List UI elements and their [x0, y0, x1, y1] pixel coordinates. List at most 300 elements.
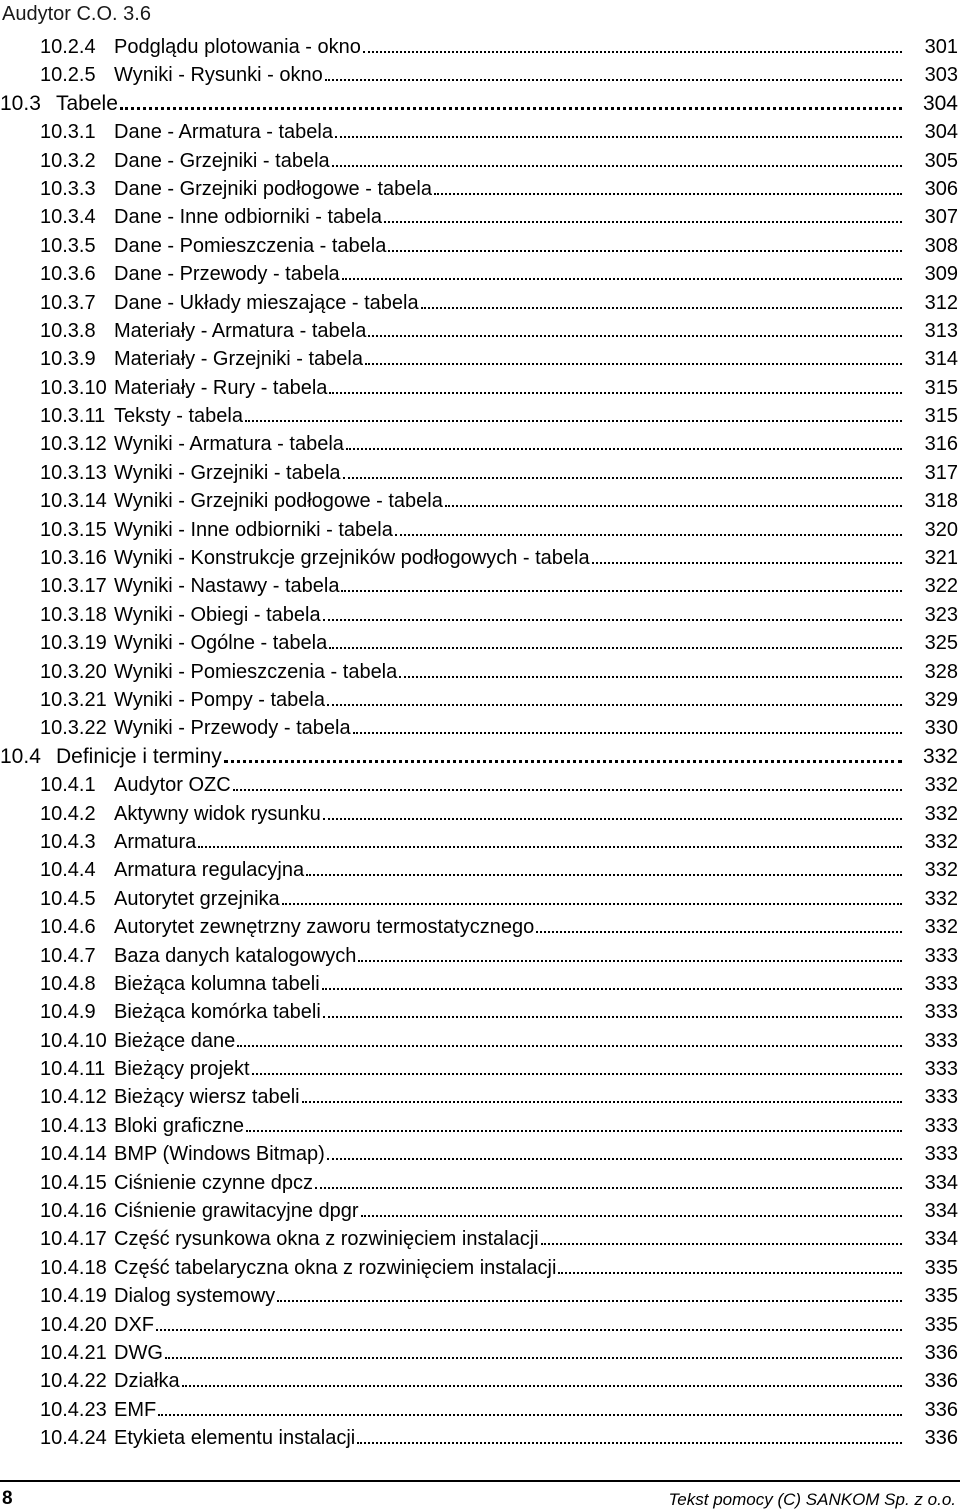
toc-entry-title[interactable]: Wyniki - Konstrukcje grzejników podłogowych - tabela — [114, 544, 592, 572]
toc-entry-title-wrap — [114, 885, 902, 913]
dot-leader — [592, 560, 902, 564]
toc-entry-title-wrap — [114, 1339, 902, 1367]
dot-leader — [343, 475, 902, 479]
toc-entry-title[interactable]: Wyniki - Grzejniki - tabela — [114, 459, 343, 487]
toc-entry-number: 10.3.1 — [40, 121, 96, 144]
toc-entry-number: 10.3.7 — [40, 291, 96, 314]
toc-entry-number: 10.3.13 — [40, 461, 107, 484]
toc-entry-title[interactable]: Dane - Inne odbiorniki - tabela — [114, 203, 384, 231]
toc-entry-title[interactable]: Wyniki - Przewody - tabela — [114, 714, 353, 742]
toc-entry-page[interactable]: 316 — [924, 433, 958, 456]
toc-entry-page[interactable]: 301 — [924, 36, 958, 58]
dot-leader — [323, 617, 902, 621]
toc-entry-page[interactable]: 306 — [924, 177, 958, 200]
toc-entry[interactable] — [0, 260, 960, 288]
toc-entry-title[interactable]: Wyniki - Ogólne - tabela — [114, 629, 329, 657]
toc-entry-title[interactable]: Podglądu plotowania - okno — [114, 33, 363, 61]
toc-entry[interactable] — [0, 1282, 960, 1310]
toc-entry-title[interactable]: Wyniki - Rysunki - okno — [114, 61, 325, 89]
toc-entry-page[interactable]: 335 — [924, 1313, 958, 1336]
toc-entry-page[interactable]: 336 — [924, 1341, 958, 1364]
toc-entry-title-wrap — [114, 1083, 902, 1111]
toc-entry-page[interactable]: 334 — [924, 1228, 958, 1251]
toc-entry-title[interactable]: Autorytet zewnętrzny zaworu termostatycznego — [114, 913, 536, 941]
table-of-contents — [0, 33, 960, 1453]
toc-entry-title[interactable]: BMP (Windows Bitmap) — [114, 1140, 327, 1168]
toc-entry-title-wrap — [114, 260, 902, 288]
toc-entry-title-wrap — [114, 118, 902, 146]
toc-entry-number: 10.4.11 — [40, 1058, 106, 1081]
toc-entry-title-wrap — [114, 317, 902, 345]
toc-entry-title[interactable]: Wyniki - Pompy - tabela — [114, 686, 327, 714]
toc-entry-page[interactable]: 313 — [924, 319, 958, 342]
toc-entry-number: 10.3.21 — [40, 688, 107, 711]
dot-leader — [341, 588, 902, 592]
toc-entry-title[interactable]: Wyniki - Inne odbiorniki - tabela — [114, 516, 395, 544]
toc-entry[interactable] — [0, 1169, 960, 1197]
dot-leader — [365, 361, 902, 365]
toc-entry-title[interactable]: Dane - Armatura - tabela — [114, 118, 335, 146]
dot-leader — [158, 1412, 902, 1416]
toc-entry[interactable] — [0, 942, 960, 970]
toc-entry[interactable] — [0, 345, 960, 373]
dot-leader — [353, 730, 902, 734]
toc-entry-page[interactable]: 332 — [924, 887, 958, 910]
toc-entry[interactable] — [0, 1225, 960, 1253]
toc-entry-page[interactable]: 321 — [924, 547, 958, 570]
toc-entry-title-wrap — [114, 1169, 902, 1197]
toc-entry-page[interactable]: 332 — [924, 859, 958, 882]
toc-entry-page[interactable]: 332 — [924, 802, 958, 825]
toc-entry[interactable] — [0, 828, 960, 856]
toc-entry-title-wrap — [114, 203, 902, 231]
toc-entry-page[interactable]: 304 — [922, 91, 958, 115]
toc-entry-number: 10.3.15 — [40, 518, 107, 541]
toc-entry-number: 10.4.4 — [40, 859, 96, 882]
toc-entry-title-wrap — [114, 1197, 902, 1225]
toc-entry-title[interactable]: Baza danych katalogowych — [114, 942, 358, 970]
toc-entry-page[interactable]: 320 — [924, 518, 958, 541]
toc-entry-page[interactable]: 314 — [924, 348, 958, 371]
toc-entry-title[interactable]: Bieżąca kolumna tabeli — [114, 970, 322, 998]
toc-entry-title[interactable]: Autorytet grzejnika — [114, 885, 282, 913]
toc-entry-number: 10.3.10 — [40, 376, 107, 399]
toc-entry[interactable] — [0, 629, 960, 657]
toc-entry-title-wrap — [114, 1225, 902, 1253]
toc-entry-page[interactable]: 333 — [924, 972, 958, 995]
toc-entry-number: 10.3.14 — [40, 490, 107, 513]
toc-entry[interactable] — [0, 232, 960, 260]
toc-entry[interactable] — [0, 1112, 960, 1140]
toc-entry-number: 10.3.18 — [40, 603, 107, 626]
toc-entry-title[interactable]: Dane - Grzejniki - tabela — [114, 147, 332, 175]
toc-entry[interactable] — [0, 970, 960, 998]
toc-entry[interactable] — [0, 686, 960, 714]
toc-entry-title[interactable]: Wyniki - Nastawy - tabela — [114, 572, 341, 600]
toc-entry-title-wrap — [114, 1254, 902, 1282]
toc-entry-title-wrap — [114, 800, 902, 828]
toc-entry-page[interactable]: 317 — [924, 461, 958, 484]
toc-entry-title[interactable]: Bieżący wiersz tabeli — [114, 1083, 302, 1111]
toc-entry-number: 10.3.4 — [40, 206, 96, 229]
dot-leader — [536, 929, 902, 933]
toc-entry-page[interactable]: 333 — [924, 1029, 958, 1052]
toc-entry-title[interactable]: Materiały - Rury - tabela — [114, 374, 329, 402]
toc-entry-number: 10.4.18 — [40, 1256, 107, 1279]
toc-entry-page[interactable]: 333 — [924, 1001, 958, 1024]
toc-entry-number: 10.4.1 — [40, 774, 96, 797]
toc-entry-number: 10.4.14 — [40, 1143, 107, 1166]
dot-leader — [335, 134, 902, 138]
toc-entry-title-wrap — [114, 1282, 902, 1310]
toc-entry[interactable] — [0, 1083, 960, 1111]
toc-entry-number: 10.3.6 — [40, 263, 96, 286]
toc-entry[interactable] — [0, 374, 960, 402]
toc-entry-title[interactable]: Bieżąca komórka tabeli — [114, 998, 323, 1026]
toc-entry[interactable] — [0, 885, 960, 913]
dot-leader — [357, 1440, 902, 1444]
dot-leader — [358, 958, 902, 962]
dot-leader — [233, 787, 902, 791]
toc-entry-title[interactable]: Ciśnienie grawitacyjne dpgr — [114, 1197, 361, 1225]
toc-entry[interactable] — [0, 856, 960, 884]
dot-leader — [332, 163, 902, 167]
toc-entry[interactable] — [0, 289, 960, 317]
dot-leader — [368, 333, 902, 337]
toc-entry-title[interactable]: Wyniki - Obiegi - tabela — [114, 601, 323, 629]
dot-leader — [156, 1327, 902, 1331]
toc-entry-number: 10.4.6 — [40, 916, 96, 939]
dot-leader — [322, 986, 902, 990]
dot-leader — [315, 1185, 902, 1189]
toc-entry-title-wrap — [114, 430, 902, 458]
toc-entry-title[interactable]: Bieżące dane — [114, 1027, 237, 1055]
dot-leader — [277, 1298, 902, 1302]
toc-entry-page[interactable]: 333 — [924, 1114, 958, 1137]
dot-leader — [323, 816, 902, 820]
toc-entry-title-wrap — [114, 771, 902, 799]
toc-entry-page[interactable]: 315 — [924, 405, 958, 428]
toc-entry-page[interactable]: 335 — [924, 1285, 958, 1308]
toc-entry[interactable] — [0, 1339, 960, 1367]
toc-entry-title-wrap — [114, 572, 902, 600]
toc-entry-title[interactable]: Dane - Pomieszczenia - tabela — [114, 232, 388, 260]
toc-entry[interactable] — [0, 175, 960, 203]
toc-entry[interactable] — [0, 743, 960, 771]
toc-entry-page[interactable]: 333 — [924, 1143, 958, 1166]
toc-entry-number: 10.4.15 — [40, 1171, 107, 1194]
toc-entry-number: 10.4.20 — [40, 1313, 107, 1336]
toc-entry-page[interactable]: 308 — [924, 234, 958, 257]
dot-leader — [541, 1241, 902, 1245]
dot-leader — [421, 305, 902, 309]
dot-leader — [327, 1156, 902, 1160]
toc-entry-title-wrap — [114, 658, 902, 686]
toc-entry-title-wrap — [114, 828, 902, 856]
toc-entry[interactable] — [0, 487, 960, 515]
toc-entry[interactable] — [0, 658, 960, 686]
dot-leader — [165, 1355, 902, 1359]
toc-entry-number: 10.2.4 — [40, 36, 96, 58]
toc-entry-title-wrap — [114, 1140, 902, 1168]
toc-entry-number: 10.2.5 — [40, 64, 96, 87]
toc-entry-number: 10.3.3 — [40, 177, 96, 200]
toc-entry-number: 10.3.11 — [40, 405, 106, 428]
toc-entry-page[interactable]: 328 — [924, 660, 958, 683]
dot-leader — [323, 1014, 902, 1018]
dot-leader — [434, 191, 902, 195]
toc-entry-title[interactable]: Wyniki - Pomieszczenia - tabela — [114, 658, 399, 686]
toc-entry-title-wrap — [114, 942, 902, 970]
toc-entry-title[interactable]: Teksty - tabela — [114, 402, 245, 430]
dot-leader — [384, 219, 902, 223]
toc-entry-number: 10.3.16 — [40, 547, 107, 570]
toc-entry-number: 10.3 — [0, 91, 41, 115]
toc-entry-page[interactable]: 312 — [924, 291, 958, 314]
dot-leader — [558, 1270, 902, 1274]
toc-entry-page[interactable]: 305 — [924, 149, 958, 172]
toc-entry-page[interactable]: 333 — [924, 1058, 958, 1081]
dot-leader — [342, 276, 902, 280]
toc-entry-page[interactable]: 322 — [924, 575, 958, 598]
toc-entry-title[interactable]: Tabele — [56, 90, 120, 118]
toc-entry-title-wrap — [114, 970, 902, 998]
toc-entry[interactable] — [0, 544, 960, 572]
toc-entry-number: 10.4.2 — [40, 802, 96, 825]
toc-entry-title-wrap — [114, 1424, 902, 1452]
toc-entry[interactable] — [0, 1311, 960, 1339]
toc-entry-page[interactable]: 315 — [924, 376, 958, 399]
toc-entry-title-wrap — [114, 1112, 902, 1140]
toc-entry-title-wrap — [114, 601, 902, 629]
dot-leader — [252, 1071, 902, 1075]
toc-entry[interactable] — [0, 998, 960, 1026]
toc-entry[interactable] — [0, 714, 960, 742]
toc-entry-page[interactable]: 330 — [924, 717, 958, 740]
toc-entry-title-wrap — [114, 61, 902, 89]
toc-entry[interactable] — [0, 516, 960, 544]
toc-entry-number: 10.3.5 — [40, 234, 96, 257]
toc-entry-title-wrap — [114, 913, 902, 941]
toc-entry-title[interactable]: Część rysunkowa okna z rozwinięciem instalacji — [114, 1225, 541, 1253]
toc-entry-page[interactable]: 325 — [924, 632, 958, 655]
toc-entry-page[interactable]: 303 — [924, 64, 958, 87]
toc-entry-title-wrap — [114, 459, 902, 487]
toc-entry-page[interactable]: 333 — [924, 1086, 958, 1109]
dot-leader — [445, 503, 902, 507]
toc-entry-number: 10.4.22 — [40, 1370, 107, 1393]
toc-entry[interactable] — [0, 402, 960, 430]
toc-entry-number: 10.4.24 — [40, 1427, 107, 1450]
toc-entry[interactable] — [0, 203, 960, 231]
footer-divider — [0, 1480, 960, 1482]
toc-entry-number: 10.3.20 — [40, 660, 107, 683]
toc-entry-page[interactable]: 309 — [924, 263, 958, 286]
toc-entry-number: 10.3.2 — [40, 149, 96, 172]
toc-entry-title-wrap — [114, 998, 902, 1026]
toc-entry-page[interactable]: 336 — [924, 1370, 958, 1393]
toc-entry[interactable] — [0, 572, 960, 600]
toc-entry-title[interactable]: Audytor OZC — [114, 771, 233, 799]
toc-entry-number: 10.3.17 — [40, 575, 107, 598]
toc-entry-title-wrap — [114, 686, 902, 714]
toc-entry-title-wrap — [114, 33, 902, 61]
toc-entry[interactable] — [0, 317, 960, 345]
toc-entry[interactable] — [0, 800, 960, 828]
toc-entry-title[interactable]: Dane - Układy mieszające - tabela — [114, 289, 421, 317]
toc-entry-title[interactable]: Wyniki - Armatura - tabela — [114, 430, 346, 458]
toc-entry-title-wrap — [114, 856, 902, 884]
toc-entry[interactable] — [0, 33, 960, 61]
toc-entry[interactable] — [0, 430, 960, 458]
footer-copyright: Tekst pomocy (C) SANKOM Sp. z o.o. — [668, 1490, 956, 1509]
dot-leader — [325, 77, 902, 81]
toc-entry-page[interactable]: 304 — [924, 121, 958, 144]
toc-entry-number: 10.4.9 — [40, 1001, 96, 1024]
toc-entry-title-wrap — [114, 1027, 902, 1055]
toc-entry[interactable] — [0, 90, 960, 118]
toc-entry-number: 10.3.19 — [40, 632, 107, 655]
toc-entry-number: 10.3.22 — [40, 717, 107, 740]
toc-entry-title-wrap — [56, 743, 902, 771]
toc-entry-page[interactable]: 307 — [924, 206, 958, 229]
dot-leader — [224, 758, 902, 763]
toc-entry[interactable] — [0, 1424, 960, 1452]
toc-entry-page[interactable]: 332 — [924, 916, 958, 939]
toc-entry[interactable] — [0, 147, 960, 175]
toc-entry[interactable] — [0, 913, 960, 941]
toc-entry-title[interactable]: DXF — [114, 1311, 156, 1339]
toc-entry[interactable] — [0, 771, 960, 799]
toc-entry-title-wrap — [114, 1367, 902, 1395]
toc-entry-number: 10.4.16 — [40, 1200, 107, 1223]
toc-entry[interactable] — [0, 459, 960, 487]
toc-entry-number: 10.4.17 — [40, 1228, 107, 1251]
document-header-title: Audytor C.O. 3.6 — [2, 3, 151, 25]
toc-entry-page[interactable]: 332 — [924, 774, 958, 797]
toc-entry-page[interactable]: 334 — [924, 1200, 958, 1223]
dot-leader — [237, 1043, 902, 1047]
dot-leader — [363, 49, 902, 53]
toc-entry-page[interactable]: 336 — [924, 1427, 958, 1450]
toc-entry-page[interactable]: 334 — [924, 1171, 958, 1194]
toc-entry-title[interactable]: Armatura — [114, 828, 198, 856]
toc-entry-title[interactable]: Ciśnienie czynne dpcz — [114, 1169, 315, 1197]
toc-entry-title-wrap — [114, 175, 902, 203]
toc-entry[interactable] — [0, 1140, 960, 1168]
toc-entry[interactable] — [0, 61, 960, 89]
toc-entry-page[interactable]: 335 — [924, 1256, 958, 1279]
toc-entry[interactable] — [0, 1055, 960, 1083]
toc-entry-title[interactable]: DWG — [114, 1339, 165, 1367]
toc-entry-title[interactable]: Materiały - Armatura - tabela — [114, 317, 368, 345]
toc-entry-page[interactable]: 318 — [924, 490, 958, 513]
toc-entry[interactable] — [0, 601, 960, 629]
dot-leader — [346, 446, 902, 450]
dot-leader — [329, 645, 902, 649]
toc-entry-number: 10.3.8 — [40, 319, 96, 342]
toc-entry-number: 10.3.12 — [40, 433, 107, 456]
toc-entry-page[interactable]: 336 — [924, 1398, 958, 1421]
toc-entry[interactable] — [0, 1027, 960, 1055]
dot-leader — [361, 1213, 902, 1217]
toc-entry[interactable] — [0, 118, 960, 146]
toc-entry-title-wrap — [114, 487, 902, 515]
toc-entry-number: 10.4.5 — [40, 887, 96, 910]
toc-entry[interactable] — [0, 1396, 960, 1424]
dot-leader — [306, 872, 902, 876]
toc-entry-title-wrap — [114, 345, 902, 373]
toc-entry[interactable] — [0, 1367, 960, 1395]
toc-entry-title[interactable]: Etykieta elementu instalacji — [114, 1424, 357, 1452]
toc-entry-number: 10.4.10 — [40, 1029, 107, 1052]
dot-leader — [282, 901, 902, 905]
toc-entry-number: 10.4.23 — [40, 1398, 107, 1421]
toc-entry-title-wrap — [114, 714, 902, 742]
toc-entry-title-wrap — [56, 90, 902, 118]
dot-leader — [329, 390, 902, 394]
toc-entry-title[interactable]: Bloki graficzne — [114, 1112, 246, 1140]
dot-leader — [388, 248, 902, 252]
toc-entry-title[interactable]: Część tabelaryczna okna z rozwinięciem instalacji — [114, 1254, 558, 1282]
dot-leader — [395, 532, 902, 536]
toc-entry-page[interactable]: 329 — [924, 688, 958, 711]
toc-entry-number: 10.4.13 — [40, 1114, 107, 1137]
toc-entry-title-wrap — [114, 1311, 902, 1339]
toc-entry-title[interactable]: EMF — [114, 1396, 158, 1424]
dot-leader — [182, 1383, 902, 1387]
footer-page-number: 8 — [2, 1488, 13, 1509]
toc-entry-title[interactable]: Definicje i terminy — [56, 743, 224, 771]
toc-entry-page[interactable]: 323 — [924, 603, 958, 626]
dot-leader — [120, 105, 902, 110]
toc-entry[interactable] — [0, 1197, 960, 1225]
toc-entry-title-wrap — [114, 516, 902, 544]
toc-entry-title-wrap — [114, 629, 902, 657]
toc-entry-title[interactable]: Dialog systemowy — [114, 1282, 277, 1310]
toc-entry-title[interactable]: Dane - Grzejniki podłogowe - tabela — [114, 175, 434, 203]
dot-leader — [302, 1099, 902, 1103]
toc-entry-number: 10.4.8 — [40, 972, 96, 995]
toc-entry[interactable] — [0, 1254, 960, 1282]
toc-entry-title[interactable]: Wyniki - Grzejniki podłogowe - tabela — [114, 487, 445, 515]
toc-entry-page[interactable]: 332 — [924, 830, 958, 853]
dot-leader — [198, 844, 902, 848]
toc-entry-title[interactable]: Materiały - Grzejniki - tabela — [114, 345, 365, 373]
toc-entry-title-wrap — [114, 402, 902, 430]
toc-entry-title-wrap — [114, 147, 902, 175]
toc-entry-title[interactable]: Armatura regulacyjna — [114, 856, 306, 884]
toc-entry-title[interactable]: Działka — [114, 1367, 182, 1395]
toc-entry-page[interactable]: 332 — [922, 744, 958, 768]
toc-entry-title-wrap — [114, 374, 902, 402]
dot-leader — [327, 702, 902, 706]
toc-entry-number: 10.4.3 — [40, 830, 96, 853]
toc-entry-title[interactable]: Bieżący projekt — [114, 1055, 252, 1083]
toc-entry-number: 10.3.9 — [40, 348, 96, 371]
toc-entry-title[interactable]: Aktywny widok rysunku — [114, 800, 323, 828]
toc-entry-title-wrap — [114, 1055, 902, 1083]
toc-entry-title[interactable]: Dane - Przewody - tabela — [114, 260, 342, 288]
toc-entry-number: 10.4.19 — [40, 1285, 107, 1308]
toc-entry-number: 10.4 — [0, 744, 41, 768]
toc-entry-number: 10.4.12 — [40, 1086, 107, 1109]
dot-leader — [245, 418, 902, 422]
toc-entry-page[interactable]: 333 — [924, 944, 958, 967]
dot-leader — [399, 674, 902, 678]
dot-leader — [246, 1128, 902, 1132]
toc-entry-title-wrap — [114, 544, 902, 572]
